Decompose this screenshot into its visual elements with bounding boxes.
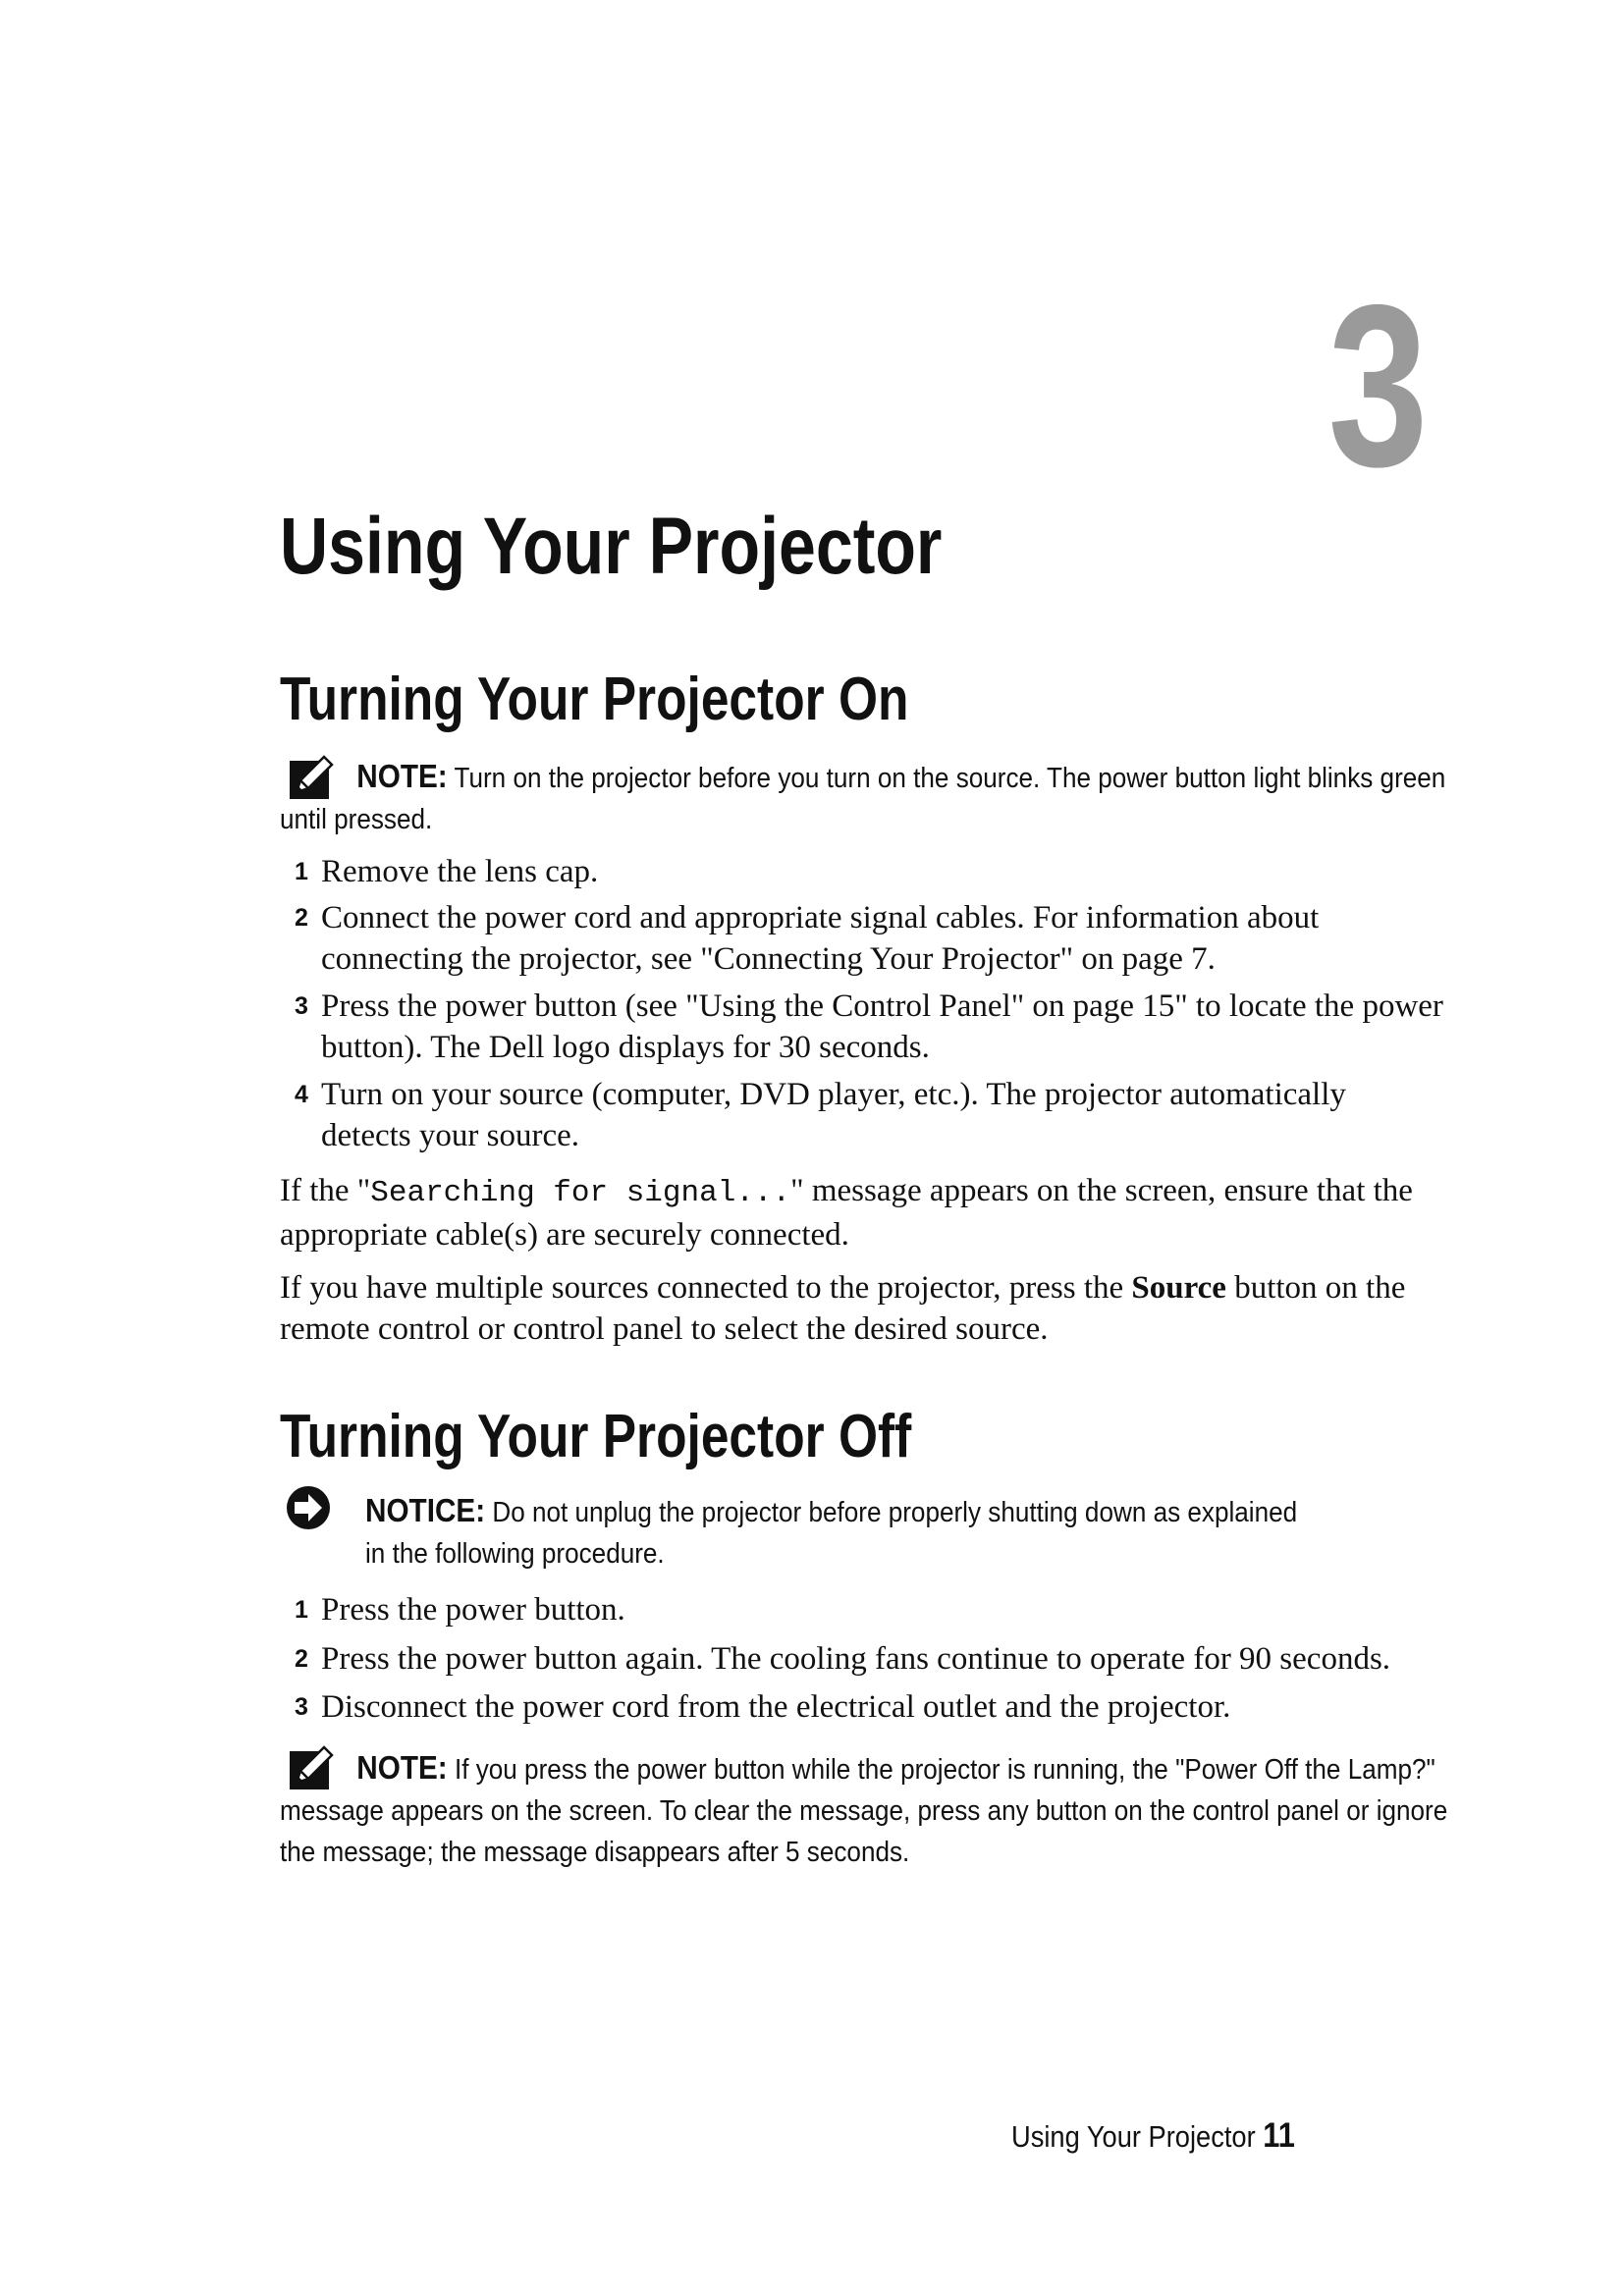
chapter-title: Using Your Projector <box>280 502 943 591</box>
source-button-term: Source <box>1131 1270 1226 1306</box>
paragraph-searching-signal <box>280 1170 1448 1255</box>
notice-arrow-icon <box>285 1484 332 1531</box>
step-number: 4 <box>295 1081 308 1108</box>
paragraph-text: If you have multiple sources connected to the projector, press the <box>280 1270 1132 1306</box>
step-text: Turn on your source (computer, DVD player, etc.). The projector automatically detects your source. <box>321 1077 1346 1153</box>
list-item <box>295 1589 1443 1630</box>
note-label: NOTE: <box>356 1749 448 1786</box>
notice-turn-off <box>365 1490 1302 1575</box>
note-text: If you press the power button while the projector is running, the "Power Off the Lamp?" message appears on the screen. To clear the message, press any button on the control panel or ignore the message; the message disappears after 5 seconds. <box>280 1754 1448 1868</box>
paragraph-text: " message appears on the screen, ensure that the appropriate cable(s) are securely connected. <box>280 1173 1413 1253</box>
step-text: Remove the lens cap. <box>321 854 599 889</box>
chapter-number: 3 <box>1327 256 1429 514</box>
page-number: 11 <box>1263 2116 1295 2155</box>
note-label: NOTE: <box>356 758 448 794</box>
list-item <box>295 1638 1542 1680</box>
footer-title: Using Your Projector <box>1011 2119 1256 2154</box>
step-number: 2 <box>295 1645 308 1673</box>
list-item <box>295 1074 1443 1156</box>
step-text: Press the power button (see "Using the Control Panel" on page 15" to locate the power button). The Dell logo displays for 30 seconds. <box>321 988 1443 1065</box>
list-item <box>295 897 1443 980</box>
step-number: 1 <box>295 1596 308 1624</box>
message-code: Searching for signal... <box>370 1176 791 1210</box>
paragraph-text: If the " <box>280 1173 371 1208</box>
note-text: Turn on the projector before you turn on the source. The power button light blinks green until pressed. <box>280 763 1446 835</box>
paragraph-multiple-sources <box>280 1267 1448 1350</box>
note-turn-off <box>280 1747 1455 1873</box>
list-item <box>295 851 1443 892</box>
notice-text: Do not unplug the projector before properly shutting down as explained in the following procedure. <box>365 1497 1298 1570</box>
section-heading-off: Turning Your Projector Off <box>280 1403 912 1470</box>
step-number: 1 <box>295 858 308 885</box>
step-number: 2 <box>295 904 308 932</box>
paragraph-text: button on the remote control or control panel to select the desired source. <box>280 1270 1406 1347</box>
list-item <box>295 986 1443 1068</box>
step-number: 3 <box>295 1693 308 1721</box>
page-footer <box>1011 2118 1295 2153</box>
section-heading-on: Turning Your Projector On <box>280 666 909 733</box>
note-turn-on <box>280 756 1451 840</box>
step-text: Connect the power cord and appropriate signal cables. For information about connecting the projector, see "Connecting Your Projector" on page 7. <box>321 900 1320 977</box>
notice-label: NOTICE: <box>365 1492 486 1528</box>
step-number: 3 <box>295 992 308 1020</box>
list-item <box>295 1686 1443 1728</box>
step-text: Press the power button. <box>321 1592 625 1628</box>
step-text: Disconnect the power cord from the electrical outlet and the projector. <box>321 1689 1231 1725</box>
step-text: Press the power button again. The cooling fans continue to operate for 90 seconds. <box>321 1641 1391 1677</box>
